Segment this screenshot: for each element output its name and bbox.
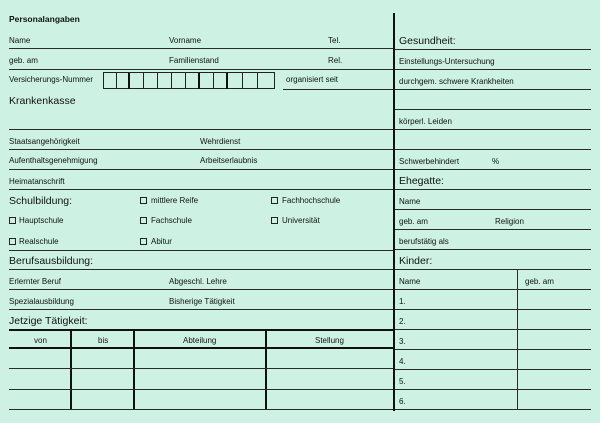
rule <box>395 149 591 150</box>
column-divider <box>393 13 395 411</box>
rule <box>395 189 591 190</box>
label-wehrdienst: Wehrdienst <box>200 137 241 146</box>
rule <box>395 229 591 230</box>
table-col-divider <box>265 329 267 410</box>
checkbox-fachschule[interactable] <box>140 217 147 224</box>
digit-box <box>243 73 258 89</box>
label-geb-am: geb. am <box>9 56 38 65</box>
option-fachhochschule: Fachhochschule <box>282 196 341 205</box>
option-fachschule: Fachschule <box>151 216 192 225</box>
label-ehegatte-name: Name <box>399 197 421 206</box>
digit-box <box>186 73 200 89</box>
digit-box <box>200 73 214 89</box>
rule <box>395 349 591 350</box>
kinder-row-1: 1. <box>399 297 406 306</box>
checkbox-fachhochschule[interactable] <box>271 197 278 204</box>
rule <box>395 249 591 250</box>
checkbox-hauptschule[interactable] <box>9 217 16 224</box>
label-einstellungs-untersuchung: Einstellungs-Untersuchung <box>399 57 495 66</box>
rule <box>9 189 393 190</box>
rule <box>395 409 591 410</box>
rule <box>283 89 393 90</box>
option-realschule: Realschule <box>19 237 59 246</box>
heading-schulbildung: Schulbildung: <box>9 195 73 207</box>
table-row-rule <box>9 409 393 410</box>
rule <box>395 49 591 50</box>
column-von: von <box>34 336 47 345</box>
label-tel: Tel. <box>328 36 341 45</box>
heading-gesundheit: Gesundheit: <box>399 35 456 47</box>
label-rel: Rel. <box>328 56 343 65</box>
label-staatsangehoerigkeit: Staatsangehörigkeit <box>9 137 80 146</box>
insurance-number-boxes[interactable] <box>103 72 275 89</box>
column-kinder-name: Name <box>399 277 421 286</box>
table-header-rule <box>9 329 393 331</box>
kinder-row-2: 2. <box>399 317 406 326</box>
label-familienstand: Familienstand <box>169 56 219 65</box>
checkbox-abitur[interactable] <box>140 238 147 245</box>
label-schwere-krankheiten: durchgem. schwere Krankheiten <box>399 77 514 86</box>
rule <box>395 369 591 370</box>
digit-box <box>214 73 228 89</box>
digit-box <box>158 73 172 89</box>
rule <box>395 269 591 270</box>
rule <box>9 269 393 270</box>
label-vorname: Vorname <box>169 36 202 45</box>
label-spezialausbildung: Spezialausbildung <box>9 297 74 306</box>
rule <box>395 329 591 330</box>
label-religion: Religion <box>495 217 524 226</box>
label-berufstaetig-als: berufstätig als <box>399 237 449 246</box>
rule <box>395 109 591 110</box>
label-percent: % <box>492 157 500 166</box>
rule <box>9 129 393 130</box>
rule <box>395 89 591 90</box>
kinder-row-6: 6. <box>399 397 406 406</box>
digit-box <box>130 73 144 89</box>
checkbox-universitaet[interactable] <box>271 217 278 224</box>
rule <box>9 289 393 290</box>
column-abteilung: Abteilung <box>183 336 217 345</box>
table-col-divider <box>133 329 135 410</box>
table-col-divider <box>70 329 72 410</box>
label-organisiert-seit: organisiert seit <box>286 75 339 84</box>
label-versicherungs-nummer: Versicherungs-Nummer <box>9 75 94 84</box>
label-aufenthaltsgenehmigung: Aufenthaltsgenehmigung <box>9 156 98 165</box>
heading-ehegatte: Ehegatte: <box>399 175 444 187</box>
rule <box>395 289 591 290</box>
column-stellung: Stellung <box>315 336 344 345</box>
label-ehegatte-geb-am: geb. am <box>399 217 428 226</box>
rule <box>9 309 393 310</box>
heading-jetzige-taetigkeit: Jetzige Tätigkeit: <box>9 315 88 327</box>
digit-box <box>144 73 158 89</box>
kinder-row-5: 5. <box>399 377 406 386</box>
column-bis: bis <box>98 336 109 345</box>
label-bisherige-taetigkeit: Bisherige Tätigkeit <box>169 297 235 306</box>
option-mittlere-reife: mittlere Reife <box>151 196 199 205</box>
label-arbeitserlaubnis: Arbeitserlaubnis <box>200 156 258 165</box>
rule <box>9 48 393 49</box>
label-abgeschl-lehre: Abgeschl. Lehre <box>169 277 227 286</box>
label-heimatanschrift: Heimatanschrift <box>9 177 65 186</box>
column-kinder-geb-am: geb. am <box>525 277 554 286</box>
rule <box>9 169 393 170</box>
rule <box>395 69 591 70</box>
digit-box <box>117 73 130 89</box>
digit-box <box>258 73 275 89</box>
digit-box <box>228 73 243 89</box>
kinder-row-3: 3. <box>399 337 406 346</box>
section-title-personalangaben: Personalangaben <box>9 14 80 24</box>
label-schwerbehindert: Schwerbehindert <box>399 157 460 166</box>
rule <box>9 149 393 150</box>
checkbox-mittlere-reife[interactable] <box>140 197 147 204</box>
label-erlernter-beruf: Erlernter Beruf <box>9 277 62 286</box>
table-header-rule <box>9 347 393 349</box>
heading-berufsausbildung: Berufsausbildung: <box>9 255 94 267</box>
digit-box <box>104 73 117 89</box>
digit-box <box>172 73 186 89</box>
rule <box>395 129 591 130</box>
label-krankenkasse: Krankenkasse <box>9 95 76 107</box>
option-universitaet: Universität <box>282 216 320 225</box>
kinder-row-4: 4. <box>399 357 406 366</box>
rule <box>395 309 591 310</box>
rule <box>9 250 393 251</box>
table-row-rule <box>9 368 393 369</box>
label-name: Name <box>9 36 31 45</box>
heading-kinder: Kinder: <box>399 255 433 267</box>
option-abitur: Abitur <box>151 237 172 246</box>
rule <box>395 209 591 210</box>
rule <box>9 69 393 70</box>
label-koerperl-leiden: körperl. Leiden <box>399 117 452 126</box>
rule <box>395 389 591 390</box>
rule <box>395 169 591 170</box>
table-row-rule <box>9 389 393 390</box>
option-hauptschule: Hauptschule <box>19 216 64 225</box>
checkbox-realschule[interactable] <box>9 238 16 245</box>
